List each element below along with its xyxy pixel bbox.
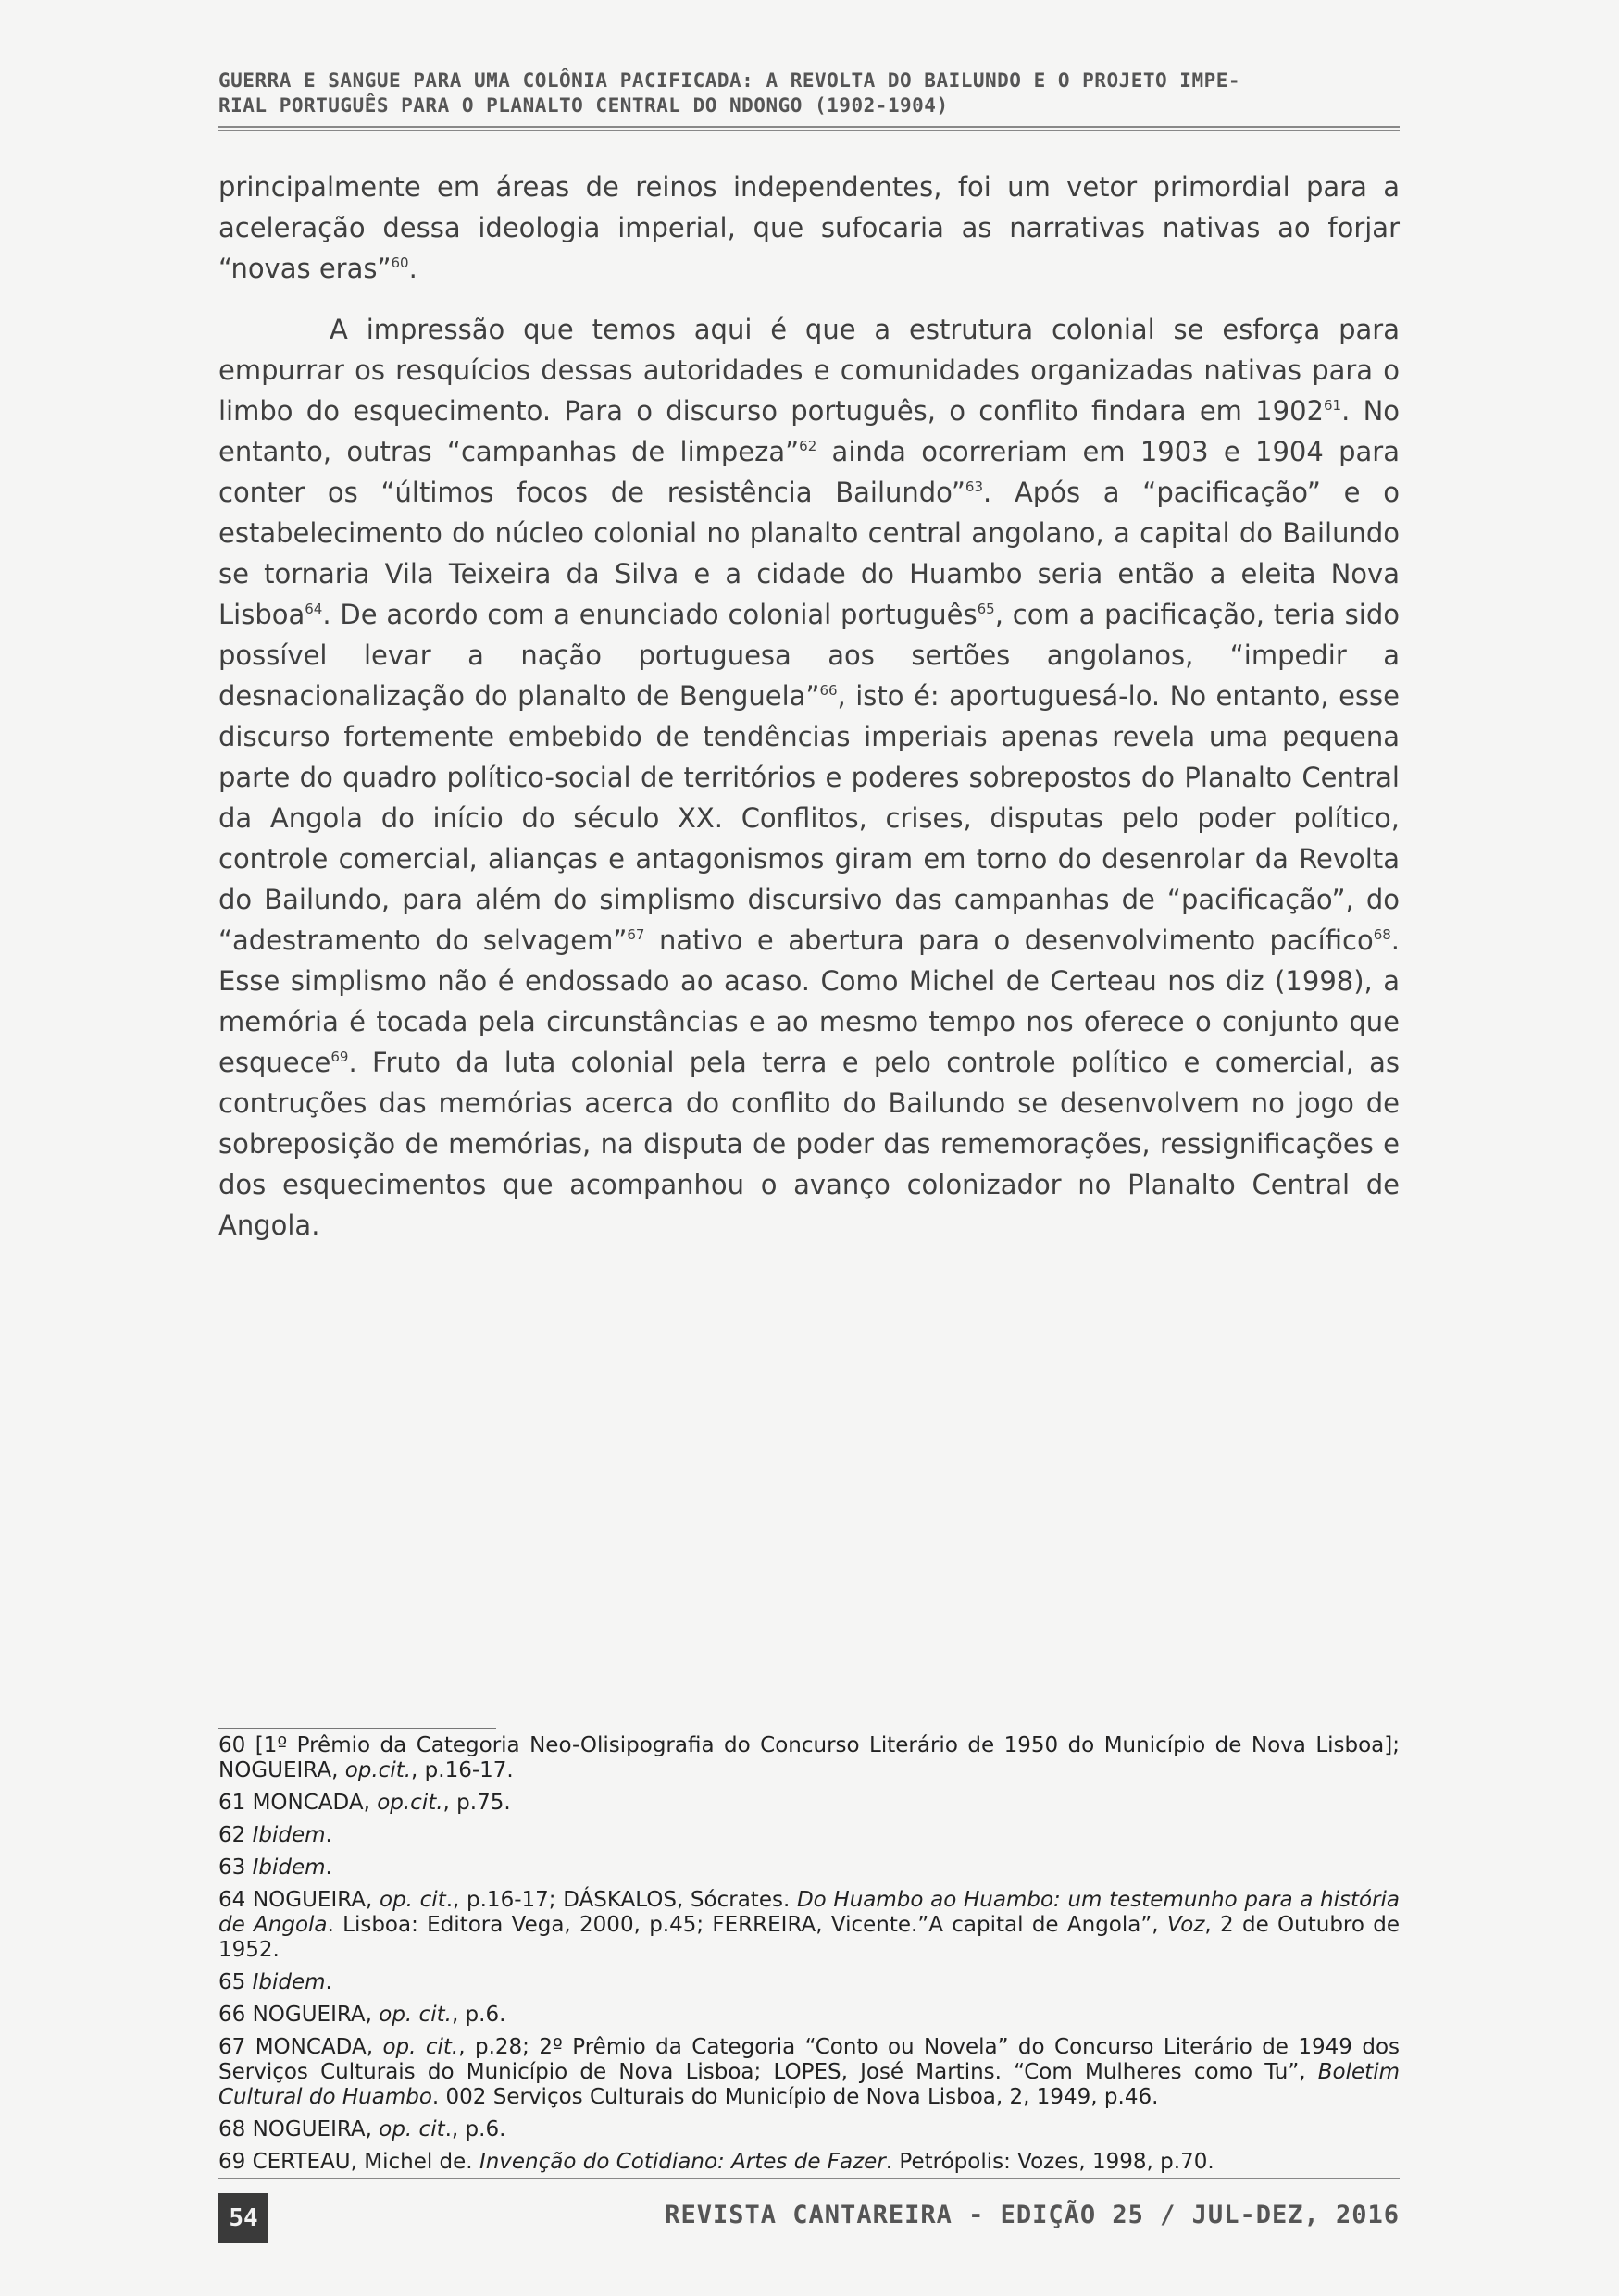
running-header xyxy=(218,68,1400,131)
footnote-ref-60[interactable]: 60 xyxy=(391,254,409,271)
footnote-64: 64 NOGUEIRA, op. cit., p.16-17; DÁSKALOS, Sócrates. Do Huambo ao Huambo: um testemunho para a história de Angola. Lisboa: Editora Vega, 2000, p.45; FERREIRA, Vicente.”A capital de Angola”, Voz, 2 de Outubro de 1952. xyxy=(218,1888,1400,1962)
paragraph-1: principalmente em áreas de reinos independentes, foi um vetor primordial para a aceleração dessa ideologia imperial, que sufocaria as narrativas nativas ao forjar “novas eras”$^{60}$. xyxy=(218,171,1400,284)
header-rule-thick xyxy=(218,126,1400,128)
paragraph-2: A impressão que temos aqui é que a estrutura colonial se esforça para empurrar os resquícios dessas autoridades e comunidades organizadas nativas para o limbo do esquecimento. Para o discurso português, o conflito findara em 1902$^{61}$. No entanto, outras “campanhas de limpeza”$^{62}$ ainda ocorreriam em 1903 e 1904 para conter os “últimos focos de resistência Bailundo”$^{63}$. Após a “pacificação” e o estabelecimento do núcleo colonial no planalto central angolano, a capital do Bailundo se tornaria Vila Teixeira da Silva e a cidade do Huambo seria então a eleita Nova Lisboa$^{64}$. De acordo com a enunciado colonial português$^{65}$, com a pacificação, teria sido possível levar a nação portuguesa aos sertões angolanos, “impedir a desnacionalização do planalto de Benguela”$^{66}$, isto é: aportuguesá-lo. No entanto, esse discurso fortemente embebido de tendências imperiais apenas revela uma pequena parte do quadro político-social de territórios e poderes sobrepostos do Planalto Central da Angola do início do século XX. Conflitos, crises, disputas pelo poder político, controle comercial, alianças e antagonismos giram em torno do desenrolar da Revolta do Bailundo, para além do simplismo discursivo das campanhas de “pacificação”, do “adestramento do selvagem”$^{67}$ nativo e abertura para o desenvolvimento pacífico$^{68}$. Esse simplismo não é endossado ao acaso. Como Michel de Certeau nos diz (1998), a memória é tocada pela circunstâncias e ao mesmo tempo nos oferece o conjunto que esquece$^{69}$. Fruto da luta colonial pela terra e pelo controle político e comercial, as contruções das memórias acerca do conflito do Bailundo se desenvolvem no jogo de sobreposição de memórias, na disputa de poder das rememorações, ressignificações e dos esquecimentos que acompanhou o avanço colonizador no Planalto Central de Angola. xyxy=(218,314,1400,1241)
running-header-title-line1: GUERRA E SANGUE PARA UMA COLÔNIA PACIFICADA: A REVOLTA DO BAILUNDO E O PROJETO IMPE- xyxy=(218,69,1241,92)
page-number-badge: 54 xyxy=(218,2193,268,2243)
footnote-ref-65[interactable]: 65 xyxy=(977,601,995,617)
footnote-61: 61 MONCADA, op.cit., p.75. xyxy=(218,1791,511,1815)
footer-rule xyxy=(218,2178,1400,2179)
footnote-66: 66 NOGUEIRA, op. cit., p.6. xyxy=(218,2003,506,2027)
footnotes xyxy=(218,1733,1400,2182)
footnote-68: 68 NOGUEIRA, op. cit., p.6. xyxy=(218,2117,506,2141)
footnote-ref-66[interactable]: 66 xyxy=(819,682,838,699)
footnote-ref-69[interactable]: 69 xyxy=(330,1049,349,1065)
footnote-separator xyxy=(218,1728,496,1729)
running-header-title-line2: RIAL PORTUGUÊS PARA O PLANALTO CENTRAL DO NDONGO (1902-1904) xyxy=(218,94,949,117)
footnote-65: 65 Ibidem. xyxy=(218,1970,332,1994)
journal-footer: REVISTA CANTAREIRA - EDIÇÃO 25 / JUL-DEZ, 2016 xyxy=(665,2201,1400,2229)
footnote-ref-68[interactable]: 68 xyxy=(1373,926,1391,943)
header-rule-thin xyxy=(218,130,1400,131)
footnote-ref-62[interactable]: 62 xyxy=(799,438,817,454)
footnote-60: 60 [1º Prêmio da Categoria Neo-Olisipografia do Concurso Literário de 1950 do Município de Nova Lisboa]; NOGUEIRA, op.cit., p.16-17. xyxy=(218,1733,1400,1782)
footnote-ref-64[interactable]: 64 xyxy=(305,601,323,617)
footnote-62: 62 Ibidem. xyxy=(218,1823,332,1847)
footnote-67: 67 MONCADA, op. cit., p.28; 2º Prêmio da Categoria “Conto ou Novela” do Concurso Literário de 1949 dos Serviços Culturais do Município de Nova Lisboa; LOPES, José Martins. “Com Mulheres como Tu”, Boletim Cultural do Huambo. 002 Serviços Culturais do Município de Nova Lisboa, 2, 1949, p.46. xyxy=(218,2035,1401,2109)
footnote-ref-61[interactable]: 61 xyxy=(1323,397,1342,414)
body-text xyxy=(218,167,1400,1246)
footnote-ref-63[interactable]: 63 xyxy=(965,478,983,495)
footnote-69: 69 CERTEAU, Michel de. Invenção do Cotidiano: Artes de Fazer. Petrópolis: Vozes, 1998, p.70. xyxy=(218,2150,1214,2174)
footnote-ref-67[interactable]: 67 xyxy=(627,926,645,943)
footnote-63: 63 Ibidem. xyxy=(218,1855,332,1880)
